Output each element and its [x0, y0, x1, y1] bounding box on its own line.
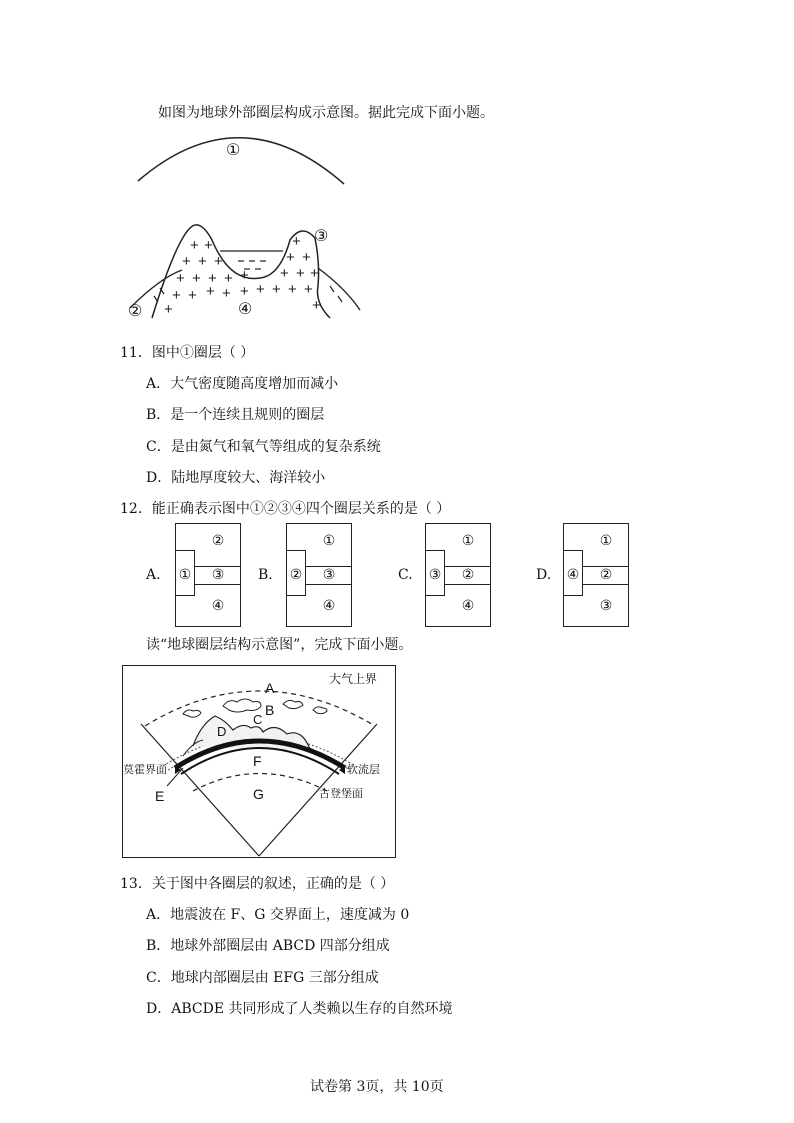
- q12-a-bottom: ④: [211, 598, 225, 614]
- q12-c-top: ①: [461, 533, 475, 549]
- svg-text:+: +: [292, 233, 301, 250]
- intro-text-2: 读“地球圈层结构示意图”，完成下面小题。: [146, 637, 413, 653]
- svg-text:+: +: [312, 297, 321, 314]
- svg-text:+: +: [208, 270, 217, 287]
- svg-text:+: +: [222, 285, 231, 302]
- fig1-label-3: ③: [314, 226, 329, 245]
- q12-b-mid: ③: [322, 567, 336, 583]
- fig2-gutenberg: 古登堡面: [319, 788, 363, 800]
- outer-spheres-figure: [120, 128, 380, 328]
- fig2-label-a: A: [265, 680, 275, 696]
- svg-text:+: +: [198, 253, 207, 270]
- svg-text:+: +: [188, 287, 197, 304]
- svg-text:+: +: [256, 281, 265, 298]
- q12-stem: 12．能正确表示图中①②③④四个圈层关系的是（ ）: [120, 501, 451, 517]
- svg-text:+: +: [240, 283, 249, 300]
- svg-text:+: +: [302, 249, 311, 266]
- q12-d-bottom: ③: [599, 598, 613, 614]
- fig2-moho: 莫霍界面: [123, 764, 167, 776]
- fig1-label-4: ④: [238, 299, 253, 318]
- q12-a-top: ②: [211, 533, 225, 549]
- fig2-label-g: G: [253, 786, 264, 802]
- q12-choice-c-label: C.: [398, 567, 413, 583]
- q13-stem: 13．关于图中各圈层的叙述，正确的是（ ）: [120, 876, 395, 892]
- fig2-label-f: F: [253, 753, 262, 769]
- q11-option-d[interactable]: D．陆地厚度较大、海洋较小: [146, 470, 326, 486]
- svg-text:+: +: [288, 281, 297, 298]
- svg-text:+: +: [224, 270, 233, 287]
- q13-option-b[interactable]: B．地球外部圈层由 ABCD 四部分组成: [146, 938, 390, 954]
- fig2-astheno: 软流层: [347, 764, 380, 776]
- q13-option-d[interactable]: D．ABCDE 共同形成了人类赖以生存的自然环境: [146, 1001, 453, 1017]
- q12-choice-b-label: B.: [258, 567, 273, 583]
- fig2-atmos-top: 大气上界: [329, 672, 378, 686]
- fig2-label-c: C: [253, 712, 263, 727]
- fig2-label-e: E: [155, 788, 165, 804]
- q12-b-left: ②: [289, 567, 303, 583]
- q11-option-a[interactable]: A．大气密度随高度增加而减小: [146, 376, 339, 392]
- svg-text:+: +: [206, 283, 215, 300]
- page-footer: 试卷第 3页，共 10页: [310, 1079, 444, 1095]
- q12-d-mid: ②: [599, 567, 613, 583]
- svg-text:+: +: [310, 265, 319, 282]
- q13-option-c[interactable]: C．地球内部圈层由 EFG 三部分组成: [146, 970, 379, 986]
- q11-stem: 11．图中①圈层（ ）: [120, 345, 255, 361]
- q12-c-bottom: ④: [461, 598, 475, 614]
- q12-d-top: ①: [599, 533, 613, 549]
- svg-text:+: +: [304, 281, 313, 298]
- svg-text:+: +: [280, 265, 289, 282]
- q12-a-mid: ③: [211, 567, 225, 583]
- q12-b-bottom: ④: [322, 598, 336, 614]
- q12-a-left: ①: [178, 567, 192, 583]
- svg-text:+: +: [214, 253, 223, 270]
- svg-text:+: +: [164, 301, 173, 318]
- svg-text:+: +: [240, 267, 249, 284]
- svg-text:+: +: [286, 249, 295, 266]
- svg-text:+: +: [190, 237, 199, 254]
- svg-text:+: +: [296, 265, 305, 282]
- fig2-label-b: B: [265, 702, 275, 718]
- svg-text:+: +: [176, 270, 185, 287]
- q12-d-left: ④: [566, 567, 580, 583]
- q11-option-c[interactable]: C．是由氮气和氧气等组成的复杂系统: [146, 439, 381, 455]
- q12-c-left: ③: [428, 567, 442, 583]
- fig2-label-d: D: [217, 724, 227, 739]
- svg-text:+: +: [272, 281, 281, 298]
- svg-text:+: +: [182, 253, 191, 270]
- q12-b-top: ①: [322, 533, 336, 549]
- earth-structure-figure: [122, 665, 396, 858]
- svg-text:+: +: [172, 287, 181, 304]
- q12-choice-a-label: A.: [146, 567, 161, 583]
- q12-c-mid: ②: [461, 567, 475, 583]
- svg-text:+: +: [204, 237, 213, 254]
- q11-option-b[interactable]: B．是一个连续且规则的圈层: [146, 407, 325, 423]
- fig1-label-2: ②: [128, 301, 143, 320]
- q12-choice-d-label: D.: [536, 567, 552, 583]
- q13-option-a[interactable]: A．地震波在 F、G 交界面上，速度减为 0: [146, 907, 410, 923]
- fig1-label-1: ①: [226, 140, 241, 159]
- svg-text:+: +: [192, 270, 201, 287]
- intro-text-1: 如图为地球外部圈层构成示意图。据此完成下面小题。: [158, 105, 494, 121]
